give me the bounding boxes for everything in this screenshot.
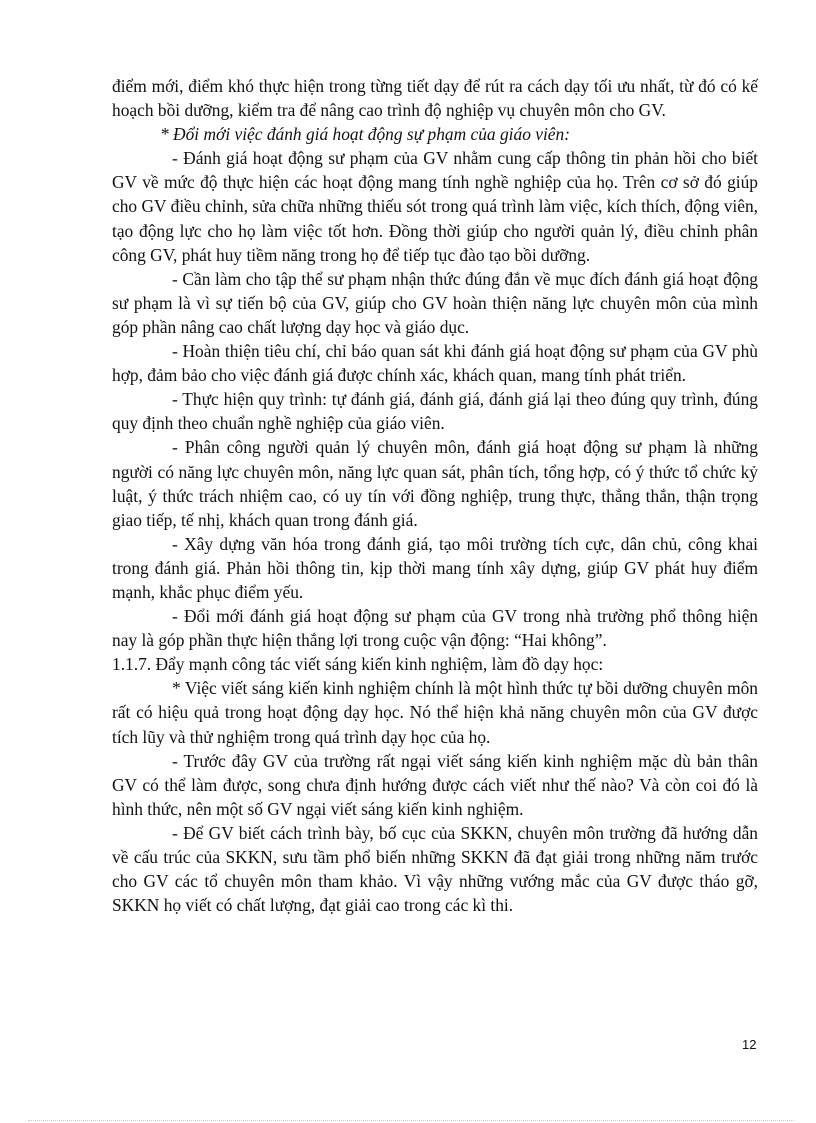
page-number: 12	[742, 1037, 757, 1052]
paragraph-procedure: - Thực hiện quy trình: tự đánh giá, đánh giá, đánh giá lại theo đúng quy trình, đúng quy định theo chuẩn nghề nghiệp của giáo viên.	[112, 389, 758, 434]
paragraph-awareness: - Cần làm cho tập thể sư phạm nhận thức đúng đắn về mục đích đánh giá hoạt động sư phạm là vì sự tiến bộ của GV, giúp cho GV hoàn thiện năng lực chuyên môn của mình góp phần nâng cao chất lượng dạy học và giáo dục.	[112, 268, 758, 337]
page-bottom-divider	[28, 1120, 794, 1121]
paragraph-evaluation-purpose: - Đánh giá hoạt động sư phạm của GV nhằm cung cấp thông tin phản hồi cho biết GV về mức độ thực hiện các hoạt động mang tính nghề nghiệp của họ. Trên cơ sở đó giúp cho GV điều chỉnh, sửa chữa những thiếu sót trong quá trình làm việc, kích thích, động viên, tạo động lực cho họ làm việc tốt hơn. Đồng thời giúp cho người quản lý, điều chỉnh phân công GV, phát huy tiềm năng trong họ để tiếp tục đào tạo bồi dưỡng.	[112, 148, 758, 265]
document-body	[112, 74, 758, 917]
paragraph-innovation: - Đổi mới đánh giá hoạt động sư phạm của GV trong nhà trường phổ thông hiện nay là góp phần thực hiện thắng lợi trong cuộc vận động: “Hai không”.	[112, 606, 758, 651]
subheading-teacher-evaluation: * Đổi mới việc đánh giá hoạt động sự phạm của giáo viên:	[160, 124, 570, 145]
paragraph-criteria: - Hoàn thiện tiêu chí, chỉ báo quan sát khi đánh giá hoạt động sư phạm của GV phù hợp, đảm bảo cho việc đánh giá được chính xác, khách quan, mang tính phát triển.	[112, 341, 758, 386]
paragraph-assignment: - Phân công người quản lý chuyên môn, đánh giá hoạt động sư phạm là những người có năng lực chuyên môn, năng lực quan sát, phân tích, tổng hợp, có ý thức tổ chức kỷ luật, ý thức trách nhiệm cao, có uy tín với đồng nghiệp, trung thực, thẳng thắn, thận trọng giao tiếp, tế nhị, khách quan trong đánh giá.	[112, 437, 758, 530]
paragraph-skkn-intro: * Việc viết sáng kiến kinh nghiệm chính là một hình thức tự bồi dưỡng chuyên môn rất có hiệu quả trong hoạt động dạy học. Nó thể hiện khả năng chuyên môn của GV được tích lũy và thử nghiệm trong quá trình dạy học của họ.	[112, 678, 758, 747]
paragraph-culture: - Xây dựng văn hóa trong đánh giá, tạo môi trường tích cực, dân chủ, công khai trong đánh giá. Phản hồi thông tin, kịp thời mang tính xây dựng, giúp GV phát huy điểm mạnh, khắc phục điểm yếu.	[112, 533, 758, 602]
paragraph-skkn-past: - Trước đây GV của trường rất ngại viết sáng kiến kinh nghiệm mặc dù bản thân GV có thể làm được, song chưa định hướng được cách viết như thế nào? Và còn coi đó là hình thức, nên một số GV ngại viết sáng kiến kinh nghiệm.	[112, 750, 758, 819]
paragraph-continuation: điểm mới, điểm khó thực hiện trong từng tiết dạy để rút ra cách dạy tối ưu nhất, từ đó có kế hoạch bồi dưỡng, kiểm tra để nâng cao trình độ nghiệp vụ chuyên môn cho GV.	[112, 76, 758, 121]
section-heading-1-1-7: 1.1.7. Đẩy mạnh công tác viết sáng kiến kinh nghiệm, làm đồ dạy học:	[112, 654, 604, 675]
paragraph-skkn-guidance: - Để GV biết cách trình bày, bố cục của SKKN, chuyên môn trường đã hướng dẫn về cấu trúc của SKKN, sưu tầm phổ biến những SKKN đã đạt giải trong những năm trước cho GV các tổ chuyên môn tham khảo. Vì vậy những vướng mắc của GV được tháo gỡ, SKKN họ viết có chất lượng, đạt giải cao trong các kì thi.	[112, 822, 758, 916]
